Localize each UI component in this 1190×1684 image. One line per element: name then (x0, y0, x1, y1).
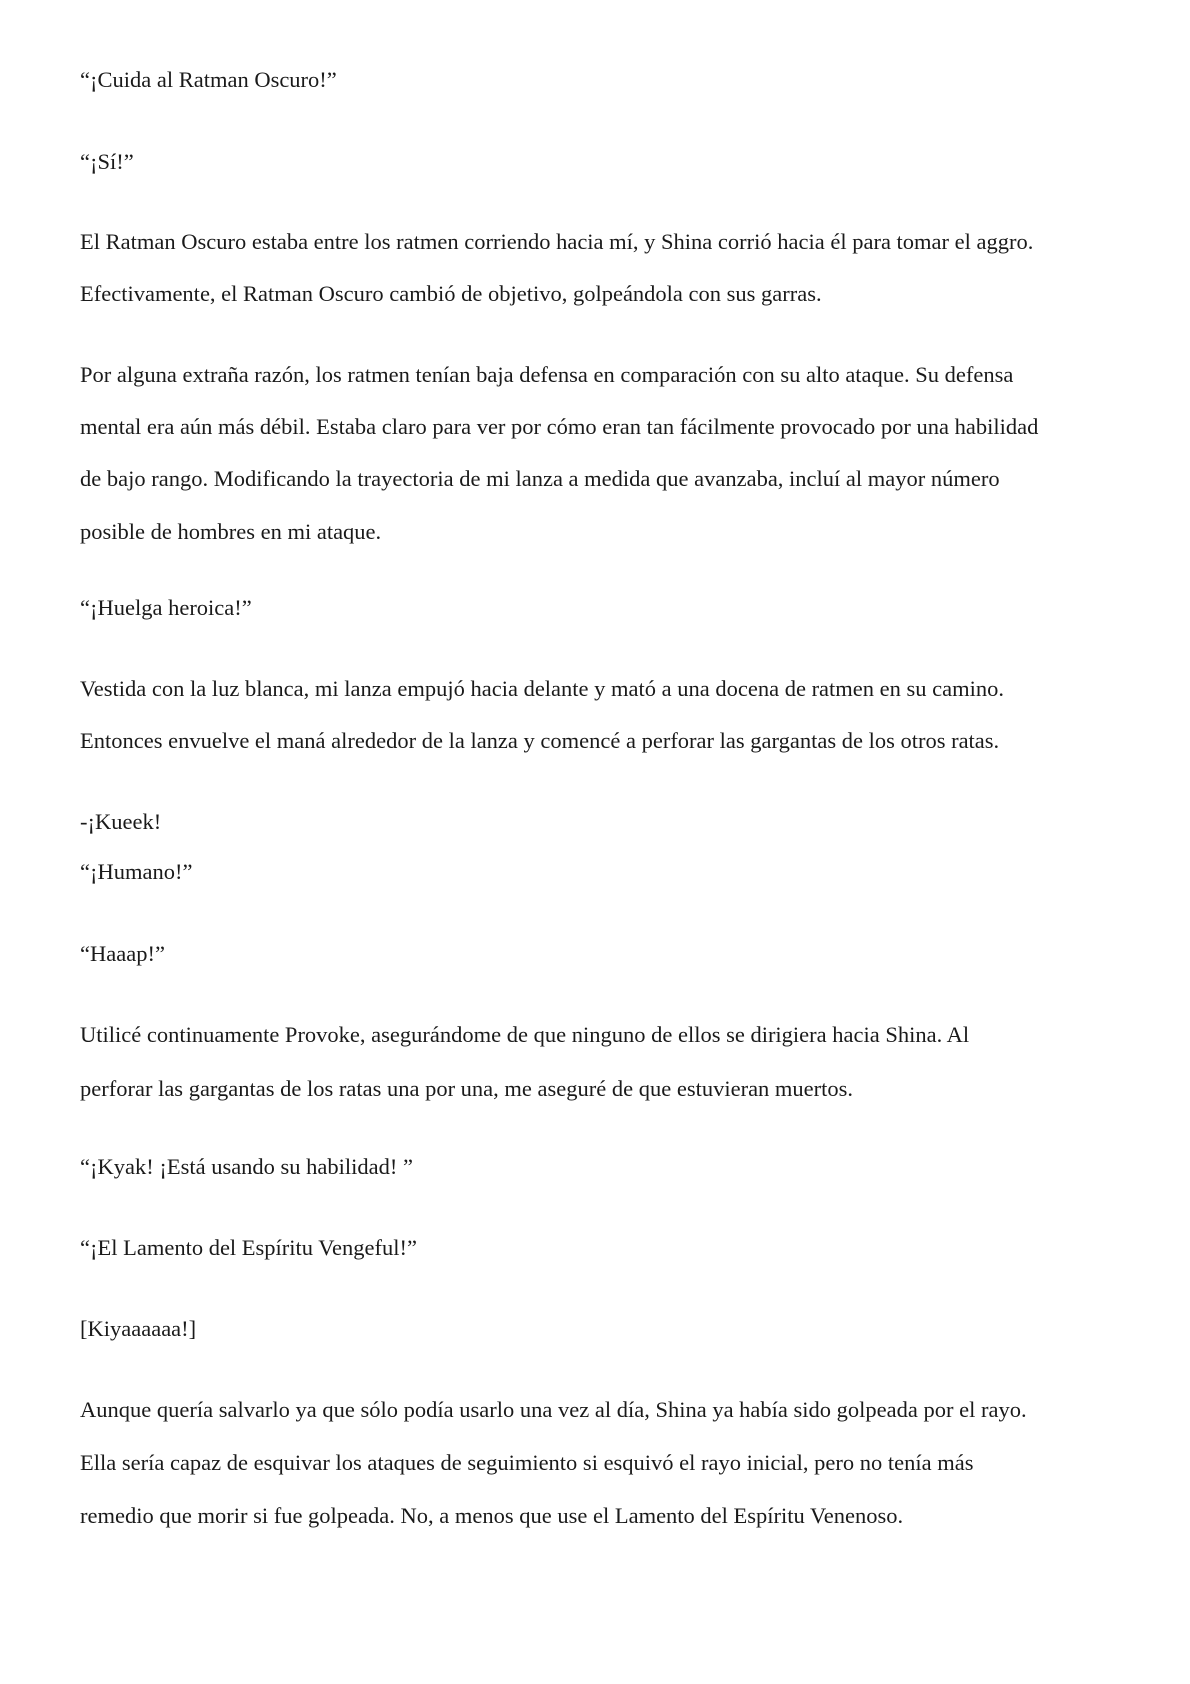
paragraph-line: de bajo rango. Modificando la trayectoria de mi lanza a medida que avanzaba, incluí al mayor número (80, 466, 1000, 491)
dialogue-line: “Haaap!” (80, 941, 165, 966)
paragraph-line: El Ratman Oscuro estaba entre los ratmen corriendo hacia mí, y Shina corrió hacia él para tomar el aggro. (80, 229, 1034, 254)
paragraph-line: Entonces envuelve el maná alrededor de la lanza y comencé a perforar las gargantas de los otros ratas. (80, 728, 1000, 753)
paragraph-line: perforar las gargantas de los ratas una por una, me aseguré de que estuvieran muertos. (80, 1076, 854, 1101)
paragraph-line: Vestida con la luz blanca, mi lanza empujó hacia delante y mató a una docena de ratmen en su camino. (80, 676, 1005, 701)
paragraph-line: Ella sería capaz de esquivar los ataques de seguimiento si esquivó el rayo inicial, pero no tenía más (80, 1450, 974, 1475)
paragraph-line: Efectivamente, el Ratman Oscuro cambió de objetivo, golpeándola con sus garras. (80, 281, 822, 306)
paragraph-line: Aunque quería salvarlo ya que sólo podía usarlo una vez al día, Shina ya había sido golpeada por el rayo. (80, 1397, 1027, 1422)
dialogue-line: “¡Huelga heroica!” (80, 595, 252, 620)
dialogue-line: “¡Kyak! ¡Está usando su habilidad! ” (80, 1154, 414, 1179)
dialogue-line: “¡Sí!” (80, 149, 134, 174)
paragraph-line: posible de hombres en mi ataque. (80, 519, 382, 544)
dialogue-line: “¡Humano!” (80, 859, 193, 884)
dialogue-line: “¡Cuida al Ratman Oscuro!” (80, 67, 337, 92)
paragraph-line: Utilicé continuamente Provoke, asegurándome de que ninguno de ellos se dirigiera hacia Shina. Al (80, 1022, 970, 1047)
dialogue-line: [Kiyaaaaaa!] (80, 1316, 197, 1341)
paragraph-line: mental era aún más débil. Estaba claro para ver por cómo eran tan fácilmente provocado por una habilidad (80, 414, 1039, 439)
dialogue-line: “¡El Lamento del Espíritu Vengeful!” (80, 1235, 417, 1260)
paragraph-line: remedio que morir si fue golpeada. No, a menos que use el Lamento del Espíritu Venenoso. (80, 1503, 904, 1528)
paragraph-line: Por alguna extraña razón, los ratmen tenían baja defensa en comparación con su alto ataque. Su defensa (80, 362, 1014, 387)
dialogue-line: -¡Kueek! (80, 809, 162, 834)
